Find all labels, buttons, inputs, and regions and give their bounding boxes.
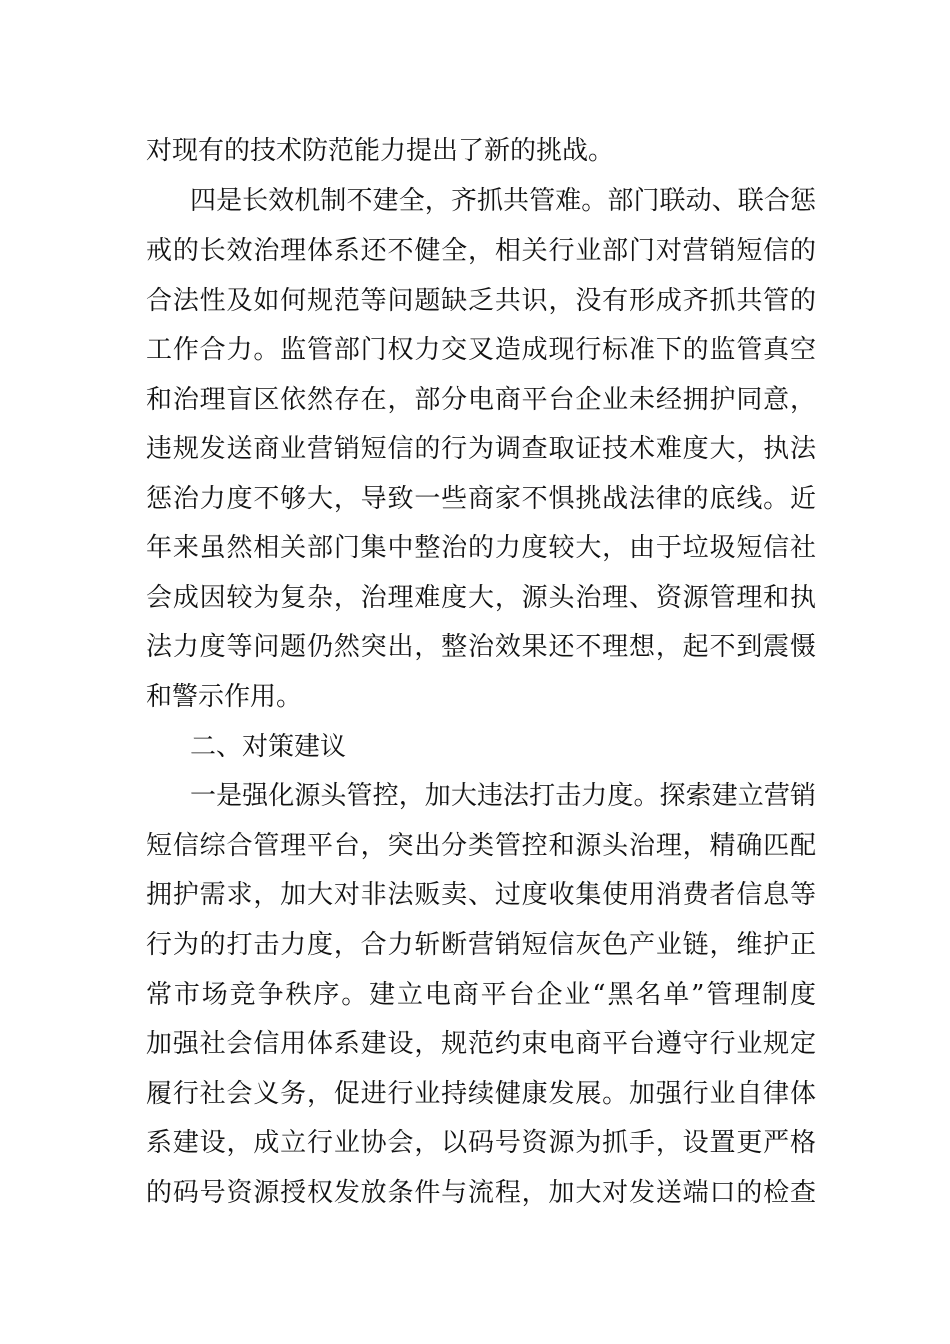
paragraph-line: 戒的长效治理体系还不健全，相关行业部门对营销短信的 (146, 236, 816, 266)
paragraph-line: 法力度等问题仍然突出，整治效果还不理想，起不到震慑 (146, 632, 816, 662)
paragraph-line: 履行社会义务，促进行业持续健康发展。加强行业自律体 (146, 1079, 816, 1109)
paragraph-line: 拥护需求，加大对非法贩卖、过度收集使用消费者信息等 (146, 880, 816, 910)
paragraph-line: 和警示作用。 (146, 682, 303, 712)
paragraph-line: 常市场竞争秩序。建立电商平台企业“黑名单”管理制度 (146, 980, 816, 1010)
paragraph-line: 对现有的技术防范能力提出了新的挑战。 (146, 136, 615, 166)
paragraph-line: 四是长效机制不建全，齐抓共管难。部门联动、联合惩 (190, 186, 816, 216)
section-heading: 二、对策建议 (190, 732, 347, 762)
paragraph-line: 的码号资源授权发放条件与流程，加大对发送端口的检查 (146, 1178, 816, 1208)
paragraph-line: 行为的打击力度，合力斩断营销短信灰色产业链，维护正 (146, 930, 816, 960)
paragraph-line: 短信综合管理平台，突出分类管控和源头治理，精确匹配 (146, 831, 816, 861)
paragraph-line: 系建设，成立行业协会，以码号资源为抓手，设置更严格 (146, 1128, 816, 1158)
paragraph-line: 违规发送商业营销短信的行为调查取证技术难度大，执法 (146, 434, 816, 464)
paragraph-line: 合法性及如何规范等问题缺乏共识，没有形成齐抓共管的 (146, 286, 816, 316)
paragraph-line: 会成因较为复杂，治理难度大，源头治理、资源管理和执 (146, 583, 816, 613)
paragraph-line: 加强社会信用体系建设，规范约束电商平台遵守行业规定 (146, 1029, 816, 1059)
paragraph-line: 和治理盲区依然存在，部分电商平台企业未经拥护同意， (146, 385, 816, 415)
paragraph-line: 年来虽然相关部门集中整治的力度较大，由于垃圾短信社 (146, 533, 816, 563)
paragraph-line: 工作合力。监管部门权力交叉造成现行标准下的监管真空 (146, 335, 816, 365)
paragraph-line: 惩治力度不够大，导致一些商家不惧挑战法律的底线。近 (146, 484, 816, 514)
paragraph-line: 一是强化源头管控，加大违法打击力度。探索建立营销 (190, 781, 816, 811)
